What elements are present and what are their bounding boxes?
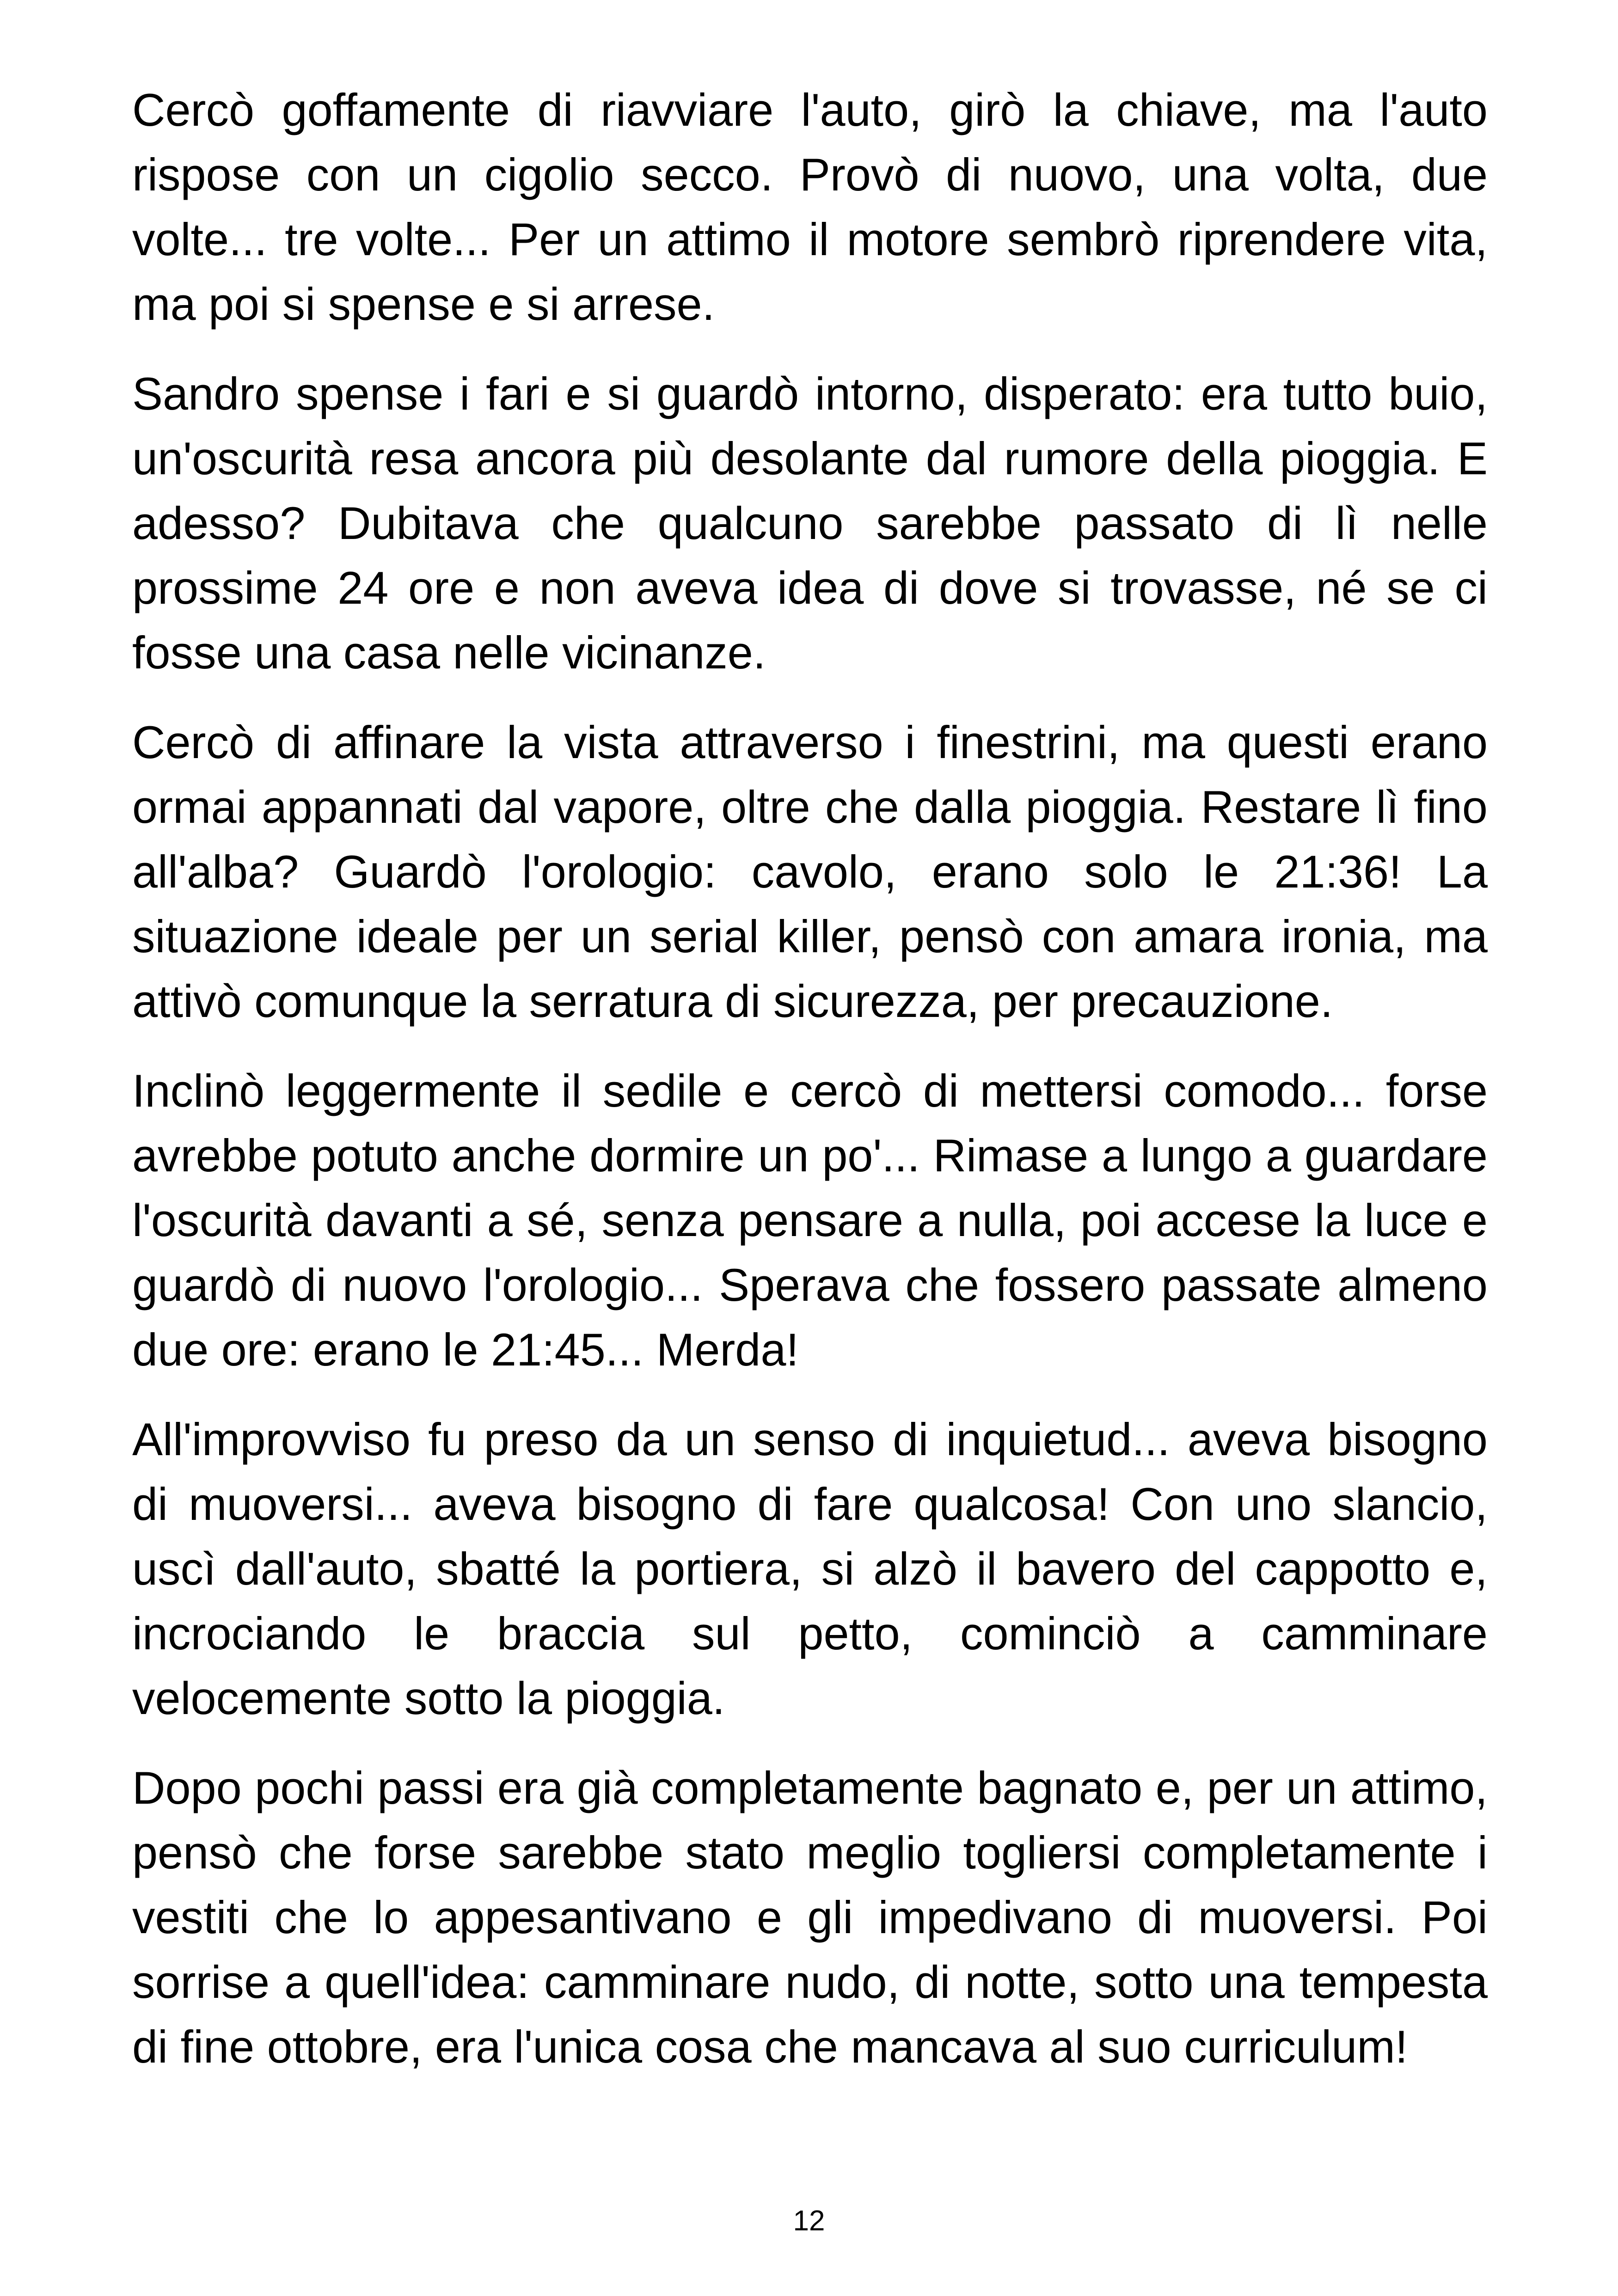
page-body <box>132 78 1488 2104</box>
paragraph: Cercò goffamente di riavviare l'auto, girò la chiave, ma l'auto rispose con un cigolio secco. Provò di nuovo, una volta, due volte... tre volte... Per un attimo il motore sembrò riprendere vita, ma poi si spense e si arrese. <box>132 84 1488 330</box>
paragraph: All'improvviso fu preso da un senso di inquietud... aveva bisogno di muoversi... aveva bisogno di fare qualcosa! Con uno slancio, uscì dall'auto, sbatté la portiera, si alzò il bavero del cappotto e, incrociando le braccia sul petto, cominciò a camminare velocemente sotto la pioggia. <box>132 1414 1488 1724</box>
page-number: 12 <box>793 2205 825 2237</box>
paragraph: Inclinò leggermente il sedile e cercò di mettersi comodo... forse avrebbe potuto anche dormire un po'... Rimase a lungo a guardare l'oscurità davanti a sé, senza pensare a nulla, poi accese la luce e guardò di nuovo l'orologio... Sperava che fossero passate almeno due ore: erano le 21:45... Merda! <box>132 1065 1488 1375</box>
paragraph: Cercò di affinare la vista attraverso i finestrini, ma questi erano ormai appannati dal vapore, oltre che dalla pioggia. Restare lì fino all'alba? Guardò l'orologio: cavolo, erano solo le 21:36! La situazione ideale per un serial killer, pensò con amara ironia, ma attivò comunque la serratura di sicurezza, per precauzione. <box>132 716 1488 1027</box>
paragraph: Dopo pochi passi era già completamente bagnato e, per un attimo, pensò che forse sarebbe stato meglio togliersi completamente i vestiti che lo appesantivano e gli impedivano di muoversi. Poi sorrise a quell'idea: camminare nudo, di notte, sotto una tempesta di fine ottobre, era l'unica cosa che mancava al suo curriculum! <box>132 1762 1488 2072</box>
paragraph: Sandro spense i fari e si guardò intorno, disperato: era tutto buio, un'oscurità resa ancora più desolante dal rumore della pioggia. E adesso? Dubitava che qualcuno sarebbe passato di lì nelle prossime 24 ore e non aveva idea di dove si trovasse, né se ci fosse una casa nelle vicinanze. <box>132 368 1488 678</box>
